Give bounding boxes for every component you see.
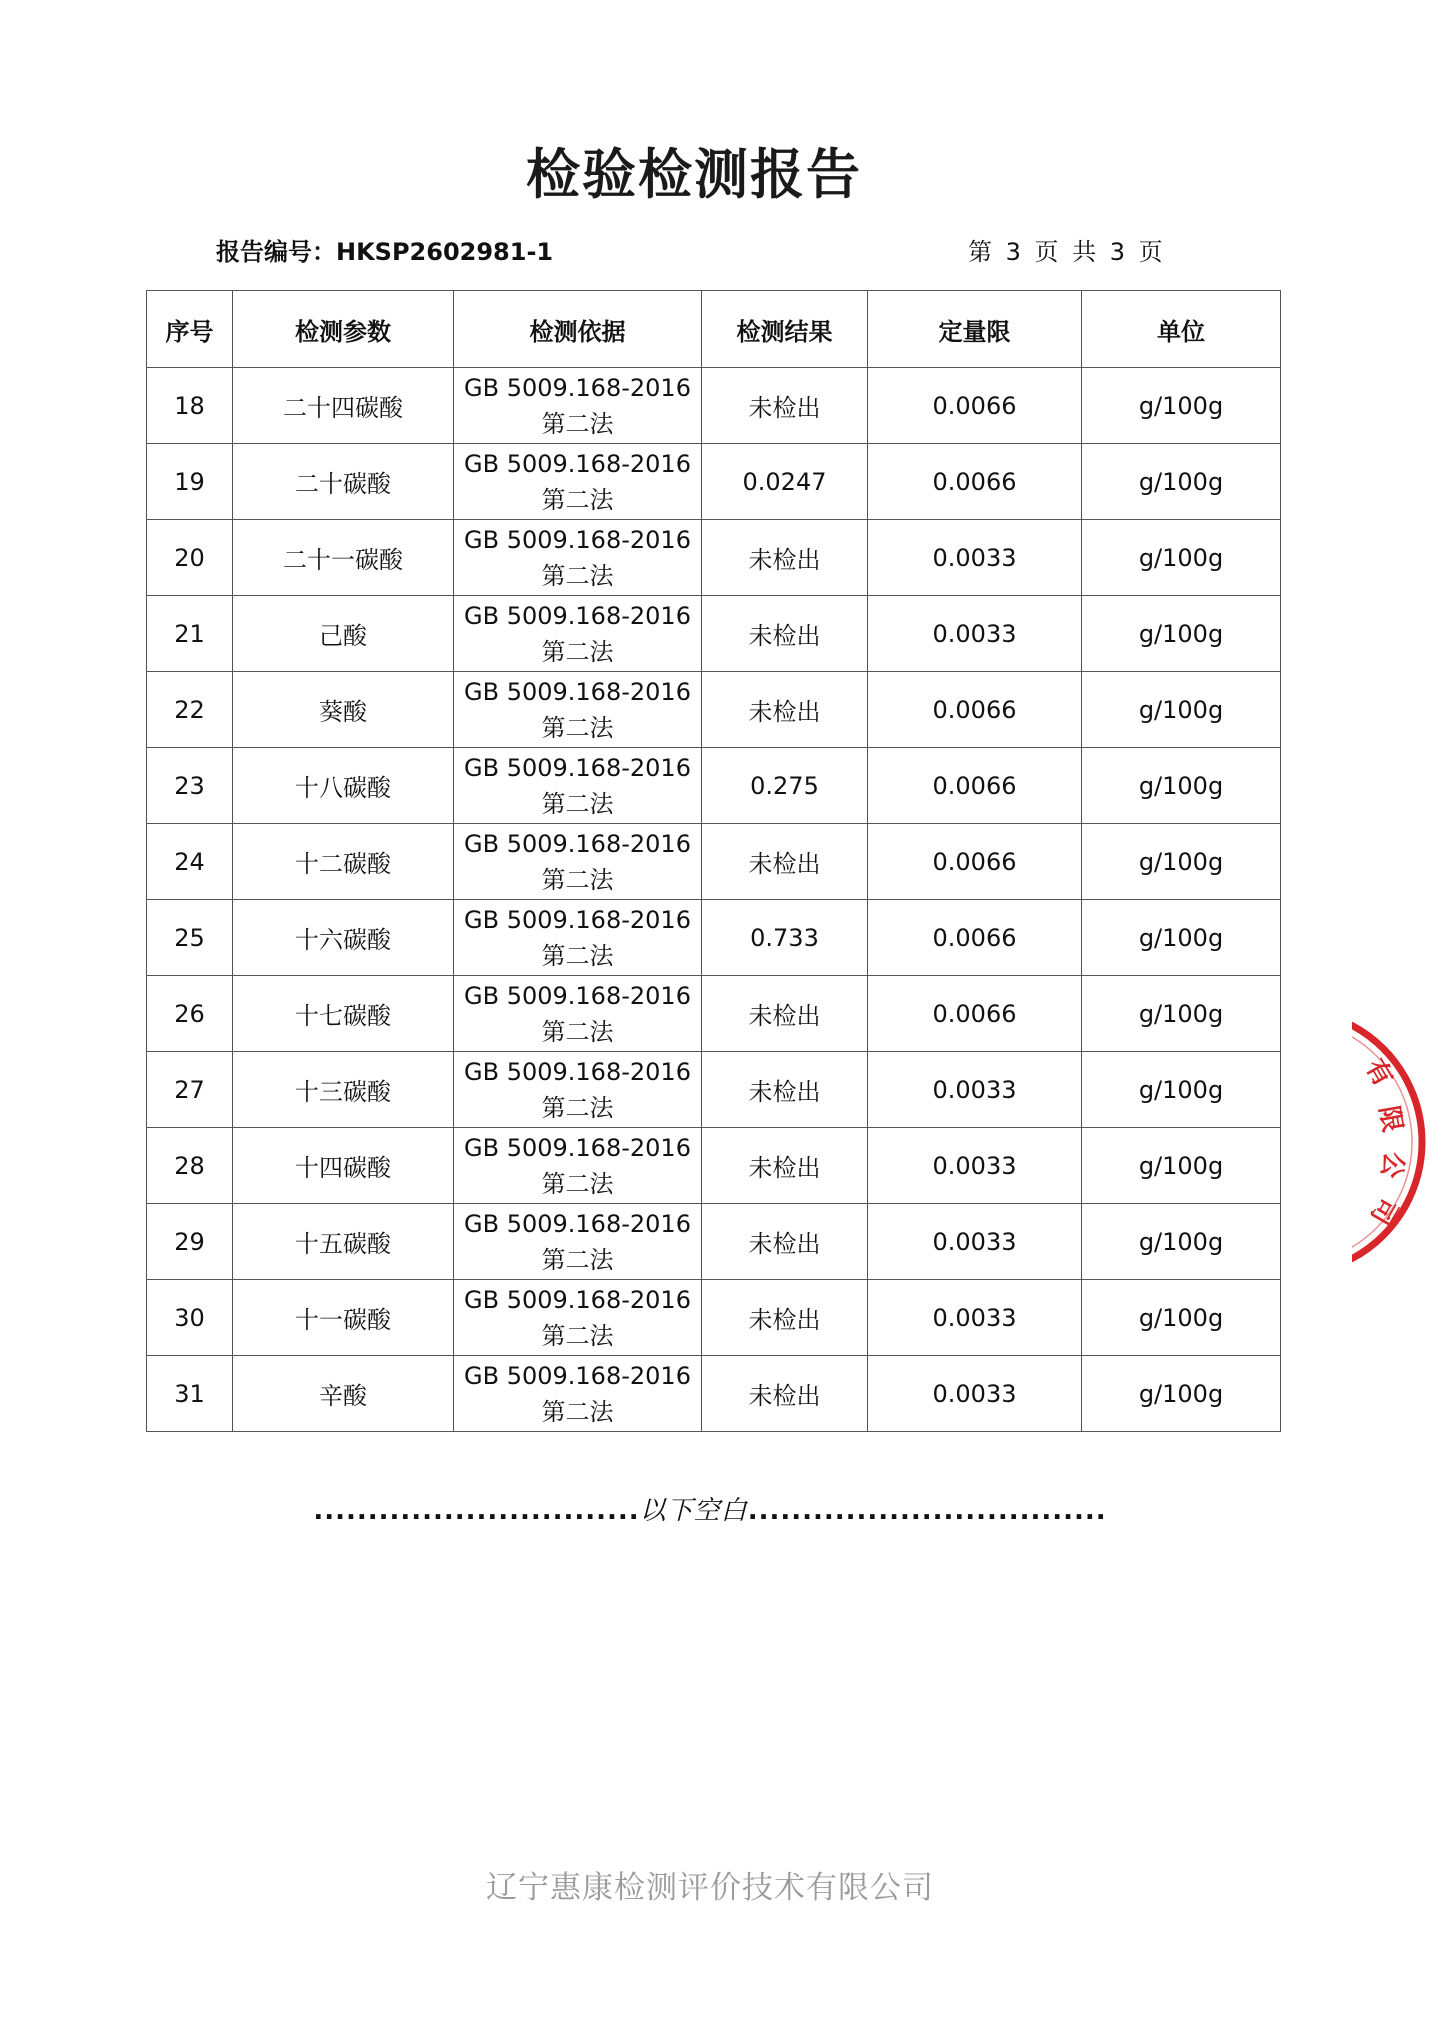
table-row [147, 520, 1281, 596]
svg-text:司: 司 [1364, 1192, 1403, 1230]
standard-code: GB 5009.168-2016 [464, 829, 691, 858]
cell-unit: g/100g [1082, 368, 1281, 444]
end-dots-left: .............................. [313, 1496, 640, 1526]
cell-param: 辛酸 [233, 1356, 454, 1432]
cell-result: 未检出 [702, 824, 868, 900]
cell-standard [454, 900, 702, 976]
cell-param: 十四碳酸 [233, 1128, 454, 1204]
standard-method: 第二法 [541, 713, 614, 742]
report-number-value: HKSP2602981-1 [336, 238, 554, 266]
table-body [147, 368, 1281, 1432]
cell-loq: 0.0033 [868, 520, 1082, 596]
end-of-data-marker [0, 1490, 1420, 1527]
cell-unit: g/100g [1082, 596, 1281, 672]
cell-result: 未检出 [702, 596, 868, 672]
header-no: 序号 [147, 291, 233, 368]
svg-text:限: 限 [1373, 1103, 1408, 1135]
cell-unit: g/100g [1082, 1128, 1281, 1204]
cell-unit: g/100g [1082, 824, 1281, 900]
cell-loq: 0.0066 [868, 748, 1082, 824]
standard-code: GB 5009.168-2016 [464, 677, 691, 706]
cell-result: 未检出 [702, 1204, 868, 1280]
cell-param: 十八碳酸 [233, 748, 454, 824]
table-row [147, 976, 1281, 1052]
cell-unit: g/100g [1082, 1204, 1281, 1280]
cell-no: 19 [147, 444, 233, 520]
cell-param: 十五碳酸 [233, 1204, 454, 1280]
header-param: 检测参数 [233, 291, 454, 368]
cell-standard [454, 520, 702, 596]
cell-loq: 0.0033 [868, 596, 1082, 672]
cell-result: 0.275 [702, 748, 868, 824]
report-number-label: 报告编号： [216, 238, 336, 266]
cell-loq: 0.0033 [868, 1204, 1082, 1280]
standard-code: GB 5009.168-2016 [464, 981, 691, 1010]
standard-method: 第二法 [541, 1093, 614, 1122]
cell-result: 未检出 [702, 976, 868, 1052]
cell-no: 23 [147, 748, 233, 824]
cell-unit: g/100g [1082, 672, 1281, 748]
cell-param: 十三碳酸 [233, 1052, 454, 1128]
standard-method: 第二法 [541, 637, 614, 666]
svg-text:公: 公 [1374, 1149, 1409, 1181]
standard-code: GB 5009.168-2016 [464, 1057, 691, 1086]
cell-param: 二十四碳酸 [233, 368, 454, 444]
cell-no: 27 [147, 1052, 233, 1128]
cell-result: 未检出 [702, 1280, 868, 1356]
cell-param: 十六碳酸 [233, 900, 454, 976]
standard-method: 第二法 [541, 485, 614, 514]
cell-param: 十七碳酸 [233, 976, 454, 1052]
cell-unit: g/100g [1082, 520, 1281, 596]
standard-method: 第二法 [541, 941, 614, 970]
cell-result: 0.733 [702, 900, 868, 976]
standard-code: GB 5009.168-2016 [464, 905, 691, 934]
standard-method: 第二法 [541, 1169, 614, 1198]
cell-unit: g/100g [1082, 748, 1281, 824]
standard-method: 第二法 [541, 1245, 614, 1274]
standard-method: 第二法 [541, 1397, 614, 1426]
cell-no: 21 [147, 596, 233, 672]
cell-no: 30 [147, 1280, 233, 1356]
table-row [147, 368, 1281, 444]
cell-result: 未检出 [702, 1052, 868, 1128]
company-seal [1352, 1022, 1429, 1262]
report-title: 检验检测报告 [526, 143, 862, 206]
table-row [147, 748, 1281, 824]
cell-unit: g/100g [1082, 976, 1281, 1052]
cell-result: 未检出 [702, 1128, 868, 1204]
table-row [147, 1280, 1281, 1356]
results-table [146, 290, 1281, 1432]
standard-method: 第二法 [541, 561, 614, 590]
cell-standard [454, 444, 702, 520]
table-row [147, 672, 1281, 748]
cell-result: 0.0247 [702, 444, 868, 520]
cell-loq: 0.0066 [868, 976, 1082, 1052]
cell-no: 24 [147, 824, 233, 900]
standard-code: GB 5009.168-2016 [464, 525, 691, 554]
cell-unit: g/100g [1082, 900, 1281, 976]
table-row [147, 596, 1281, 672]
cell-unit: g/100g [1082, 444, 1281, 520]
cell-loq: 0.0033 [868, 1128, 1082, 1204]
header-loq: 定量限 [868, 291, 1082, 368]
cell-result: 未检出 [702, 520, 868, 596]
header-standard: 检测依据 [454, 291, 702, 368]
cell-loq: 0.0033 [868, 1280, 1082, 1356]
cell-no: 18 [147, 368, 233, 444]
cell-param: 十二碳酸 [233, 824, 454, 900]
table-header-row [147, 291, 1281, 368]
standard-code: GB 5009.168-2016 [464, 1361, 691, 1390]
footer-company: 辽宁惠康检测评价技术有限公司 [486, 1870, 934, 1906]
cell-result: 未检出 [702, 672, 868, 748]
cell-param: 己酸 [233, 596, 454, 672]
svg-text:有: 有 [1359, 1054, 1398, 1092]
cell-loq: 0.0066 [868, 900, 1082, 976]
cell-standard [454, 672, 702, 748]
end-marker-text: 以下空白 [639, 1496, 748, 1526]
cell-no: 31 [147, 1356, 233, 1432]
standard-code: GB 5009.168-2016 [464, 1285, 691, 1314]
cell-loq: 0.0066 [868, 672, 1082, 748]
cell-no: 20 [147, 520, 233, 596]
standard-method: 第二法 [541, 789, 614, 818]
table-row [147, 824, 1281, 900]
cell-standard [454, 1128, 702, 1204]
cell-unit: g/100g [1082, 1052, 1281, 1128]
cell-loq: 0.0066 [868, 368, 1082, 444]
table-row [147, 1356, 1281, 1432]
cell-no: 28 [147, 1128, 233, 1204]
cell-no: 26 [147, 976, 233, 1052]
table-row [147, 1204, 1281, 1280]
standard-code: GB 5009.168-2016 [464, 449, 691, 478]
cell-standard [454, 1052, 702, 1128]
cell-standard [454, 1280, 702, 1356]
cell-loq: 0.0033 [868, 1052, 1082, 1128]
standard-code: GB 5009.168-2016 [464, 1133, 691, 1162]
cell-param: 十一碳酸 [233, 1280, 454, 1356]
table-row [147, 1128, 1281, 1204]
table-row [147, 900, 1281, 976]
cell-standard [454, 748, 702, 824]
cell-param: 二十一碳酸 [233, 520, 454, 596]
table-row [147, 444, 1281, 520]
standard-code: GB 5009.168-2016 [464, 373, 691, 402]
cell-result: 未检出 [702, 1356, 868, 1432]
cell-no: 29 [147, 1204, 233, 1280]
header-result: 检测结果 [702, 291, 868, 368]
cell-param: 葵酸 [233, 672, 454, 748]
cell-loq: 0.0066 [868, 824, 1082, 900]
cell-standard [454, 976, 702, 1052]
table-row [147, 1052, 1281, 1128]
standard-code: GB 5009.168-2016 [464, 1209, 691, 1238]
cell-unit: g/100g [1082, 1280, 1281, 1356]
header-unit: 单位 [1082, 291, 1281, 368]
seal-stamp-image [1352, 1022, 1429, 1262]
cell-no: 25 [147, 900, 233, 976]
standard-method: 第二法 [541, 409, 614, 438]
standard-method: 第二法 [541, 1321, 614, 1350]
end-dots-right: ................................. [747, 1496, 1107, 1526]
standard-method: 第二法 [541, 865, 614, 894]
cell-unit: g/100g [1082, 1356, 1281, 1432]
standard-code: GB 5009.168-2016 [464, 601, 691, 630]
page-info: 第 3 页 共 3 页 [968, 238, 1163, 266]
cell-loq: 0.0033 [868, 1356, 1082, 1432]
cell-standard [454, 368, 702, 444]
cell-standard [454, 824, 702, 900]
standard-method: 第二法 [541, 1017, 614, 1046]
cell-standard [454, 1356, 702, 1432]
cell-loq: 0.0066 [868, 444, 1082, 520]
standard-code: GB 5009.168-2016 [464, 753, 691, 782]
cell-no: 22 [147, 672, 233, 748]
cell-param: 二十碳酸 [233, 444, 454, 520]
report-number [216, 232, 553, 267]
cell-standard [454, 596, 702, 672]
cell-result: 未检出 [702, 368, 868, 444]
cell-standard [454, 1204, 702, 1280]
